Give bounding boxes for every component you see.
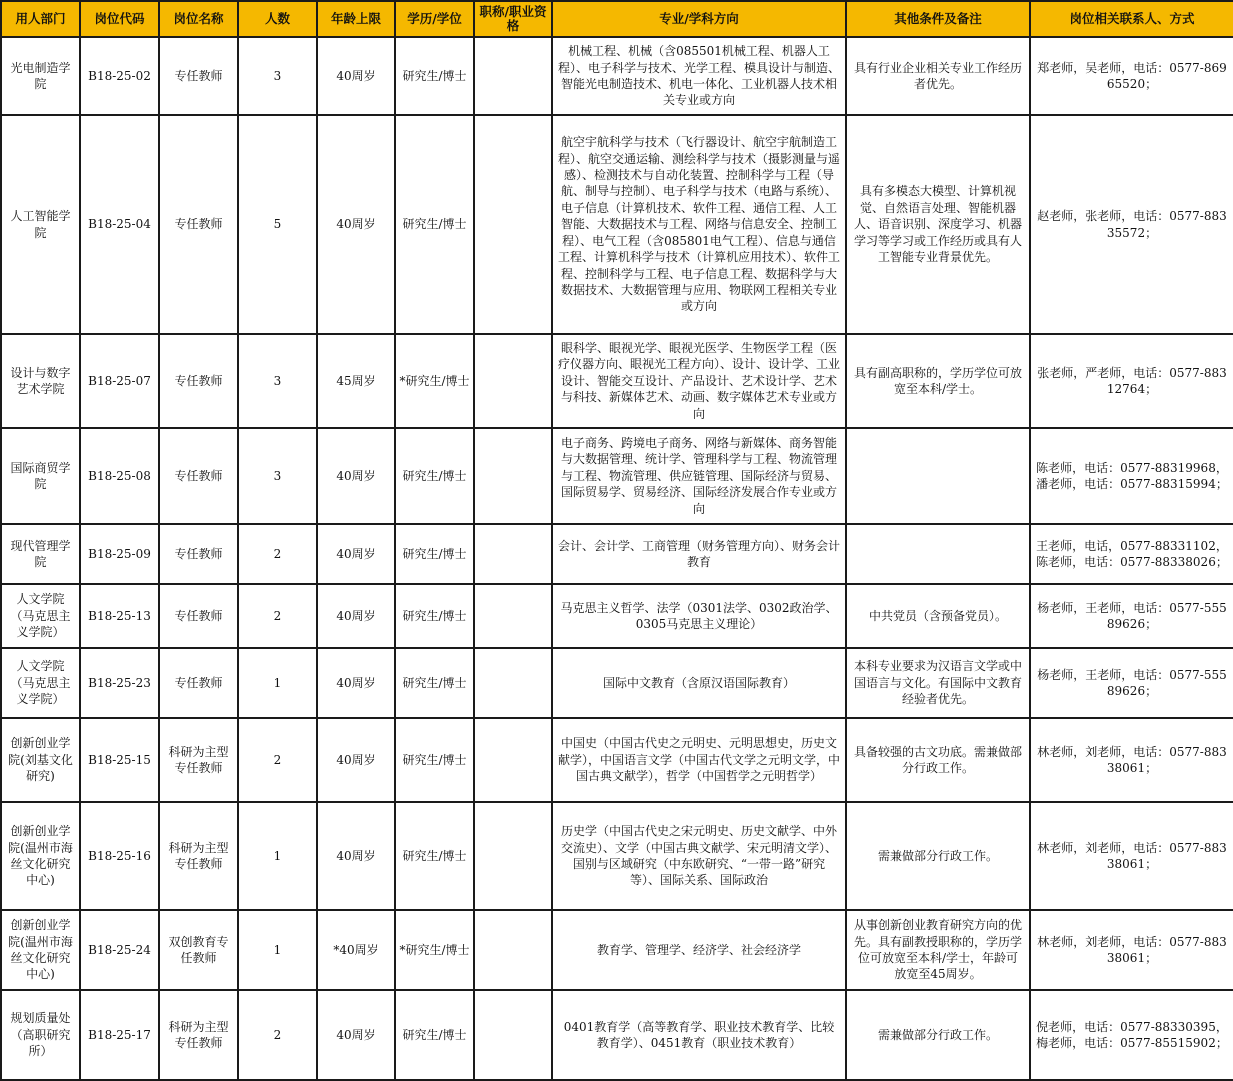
header-position: 岗位名称 <box>159 1 238 37</box>
cell-code: B18-25-15 <box>80 718 159 802</box>
table-row <box>1 718 1233 802</box>
cell-position: 科研为主型专任教师 <box>159 990 238 1080</box>
table-row <box>1 115 1233 334</box>
cell-major: 0401教育学（高等教育学、职业技术教育学、比较教育学）、0451教育（职业技术教育） <box>552 990 846 1080</box>
cell-code: B18-25-24 <box>80 910 159 990</box>
cell-dept: 人文学院（马克思主义学院） <box>1 648 80 718</box>
cell-count: 2 <box>238 524 317 584</box>
cell-age: 40周岁 <box>317 115 395 334</box>
cell-position: 专任教师 <box>159 37 238 115</box>
cell-education: 研究生/博士 <box>395 802 474 910</box>
cell-code: B18-25-16 <box>80 802 159 910</box>
cell-title <box>474 910 552 990</box>
cell-major: 机械工程、机械（含085501机械工程、机器人工程）、电子科学与技术、光学工程、模具设计与制造、智能光电制造技术、机电一体化、工业机器人技术相关专业或方向 <box>552 37 846 115</box>
header-education: 学历/学位 <box>395 1 474 37</box>
table-row <box>1 428 1233 524</box>
cell-title <box>474 718 552 802</box>
table-row <box>1 524 1233 584</box>
cell-contact: 杨老师，王老师，电话：0577-55589626； <box>1030 648 1233 718</box>
cell-dept: 现代管理学院 <box>1 524 80 584</box>
cell-notes: 需兼做部分行政工作。 <box>846 990 1030 1080</box>
cell-count: 5 <box>238 115 317 334</box>
header-notes: 其他条件及备注 <box>846 1 1030 37</box>
cell-position: 专任教师 <box>159 648 238 718</box>
cell-contact: 王老师，电话，0577-88331102，陈老师，电话：0577-88338026； <box>1030 524 1233 584</box>
cell-code: B18-25-04 <box>80 115 159 334</box>
cell-major: 马克思主义哲学、法学（0301法学、0302政治学、0305马克思主义理论） <box>552 584 846 648</box>
cell-education: *研究生/博士 <box>395 334 474 428</box>
header-row <box>1 1 1233 37</box>
cell-contact: 林老师，刘老师，电话：0577-88338061； <box>1030 802 1233 910</box>
cell-age: 40周岁 <box>317 584 395 648</box>
cell-age: 40周岁 <box>317 37 395 115</box>
cell-dept: 创新创业学院(刘基文化研究) <box>1 718 80 802</box>
cell-title <box>474 584 552 648</box>
cell-count: 2 <box>238 990 317 1080</box>
cell-age: 40周岁 <box>317 648 395 718</box>
cell-dept: 光电制造学院 <box>1 37 80 115</box>
cell-major: 教育学、管理学、经济学、社会经济学 <box>552 910 846 990</box>
cell-dept: 人工智能学院 <box>1 115 80 334</box>
cell-title <box>474 648 552 718</box>
cell-code: B18-25-07 <box>80 334 159 428</box>
cell-notes: 从事创新创业教育研究方向的优先。具有副教授职称的，学历学位可放宽至本科/学士，年龄可放宽至45周岁。 <box>846 910 1030 990</box>
cell-code: B18-25-23 <box>80 648 159 718</box>
cell-position: 专任教师 <box>159 524 238 584</box>
cell-contact: 陈老师，电话：0577-88319968，潘老师，电话：0577-88315994； <box>1030 428 1233 524</box>
cell-age: 40周岁 <box>317 428 395 524</box>
table-row <box>1 910 1233 990</box>
cell-education: *研究生/博士 <box>395 910 474 990</box>
cell-contact: 杨老师，王老师，电话：0577-55589626； <box>1030 584 1233 648</box>
cell-code: B18-25-02 <box>80 37 159 115</box>
cell-code: B18-25-09 <box>80 524 159 584</box>
header-age: 年龄上限 <box>317 1 395 37</box>
cell-contact: 张老师，严老师，电话：0577-88312764； <box>1030 334 1233 428</box>
cell-contact: 林老师，刘老师，电话：0577-88338061； <box>1030 718 1233 802</box>
cell-dept: 设计与数字艺术学院 <box>1 334 80 428</box>
cell-major: 历史学（中国古代史之宋元明史、历史文献学、中外交流史）、文学（中国古典文献学、宋元明清文学）、国别与区域研究（中东欧研究、“一带一路”研究等）、国际关系、国际政治 <box>552 802 846 910</box>
cell-notes: 具有行业企业相关专业工作经历者优先。 <box>846 37 1030 115</box>
cell-count: 2 <box>238 718 317 802</box>
cell-education: 研究生/博士 <box>395 37 474 115</box>
cell-title <box>474 428 552 524</box>
cell-major: 中国史（中国古代史之元明史、元明思想史，历史文献学），中国语言文学（中国古代文学之元明文学，中国古典文献学），哲学（中国哲学之元明哲学） <box>552 718 846 802</box>
cell-contact: 郑老师，吴老师，电话：0577-86965520； <box>1030 37 1233 115</box>
cell-contact: 赵老师，张老师，电话：0577-88335572； <box>1030 115 1233 334</box>
cell-age: 40周岁 <box>317 990 395 1080</box>
cell-title <box>474 802 552 910</box>
cell-count: 1 <box>238 910 317 990</box>
cell-major: 国际中文教育（含原汉语国际教育） <box>552 648 846 718</box>
cell-contact: 倪老师，电话：0577-88330395，梅老师，电话：0577-85515902； <box>1030 990 1233 1080</box>
cell-education: 研究生/博士 <box>395 990 474 1080</box>
cell-major: 航空宇航科学与技术（飞行器设计、航空宇航制造工程）、航空交通运输、测绘科学与技术（摄影测量与遥感）、检测技术与自动化装置、控制科学与工程（导航、制导与控制）、电子科学与技术（电路与系统）、电子信息（计算机技术、软件工程、通信工程、人工智能、大数据技术与工程、网络与信息安全、控制工程）、电气工程（含085801电气工程）、信息与通信工程、计算机科学与技术（计算机应用技术）、软件工程、控制科学与工程、电子信息工程、数据科学与大数据技术、大数据管理与应用、物联网工程相关专业或方向 <box>552 115 846 334</box>
cell-count: 3 <box>238 428 317 524</box>
cell-notes <box>846 428 1030 524</box>
cell-major: 眼科学、眼视光学、眼视光医学、生物医学工程（医疗仪器方向、眼视光工程方向）、设计、设计学、工业设计、智能交互设计、产品设计、艺术设计学、艺术与科技、新媒体艺术、动画、数字媒体艺术专业或方向 <box>552 334 846 428</box>
table-row <box>1 334 1233 428</box>
cell-age: *40周岁 <box>317 910 395 990</box>
cell-title <box>474 37 552 115</box>
cell-age: 40周岁 <box>317 718 395 802</box>
cell-code: B18-25-13 <box>80 584 159 648</box>
header-major: 专业/学科方向 <box>552 1 846 37</box>
cell-age: 40周岁 <box>317 524 395 584</box>
header-contact: 岗位相关联系人、方式 <box>1030 1 1233 37</box>
cell-dept: 国际商贸学院 <box>1 428 80 524</box>
cell-title <box>474 524 552 584</box>
cell-age: 45周岁 <box>317 334 395 428</box>
table-row <box>1 802 1233 910</box>
table-row <box>1 37 1233 115</box>
cell-notes: 具备较强的古文功底。需兼做部分行政工作。 <box>846 718 1030 802</box>
cell-dept: 创新创业学院(温州市海丝文化研究中心) <box>1 910 80 990</box>
cell-dept: 人文学院（马克思主义学院） <box>1 584 80 648</box>
cell-count: 3 <box>238 37 317 115</box>
cell-count: 1 <box>238 802 317 910</box>
cell-contact: 林老师，刘老师，电话：0577-88338061； <box>1030 910 1233 990</box>
cell-position: 专任教师 <box>159 584 238 648</box>
cell-position: 专任教师 <box>159 428 238 524</box>
table-row <box>1 990 1233 1080</box>
cell-position: 专任教师 <box>159 334 238 428</box>
cell-position: 专任教师 <box>159 115 238 334</box>
cell-education: 研究生/博士 <box>395 115 474 334</box>
header-title: 职称/职业资格 <box>474 1 552 37</box>
cell-dept: 规划质量处（高职研究所） <box>1 990 80 1080</box>
header-dept: 用人部门 <box>1 1 80 37</box>
cell-education: 研究生/博士 <box>395 428 474 524</box>
cell-count: 3 <box>238 334 317 428</box>
cell-major: 电子商务、跨境电子商务、网络与新媒体、商务智能与大数据管理、统计学、管理科学与工程、物流管理与工程、物流管理、供应链管理、国际经济与贸易、国际贸易学、贸易经济、国际经济发展合作专业或方向 <box>552 428 846 524</box>
cell-count: 2 <box>238 584 317 648</box>
cell-code: B18-25-08 <box>80 428 159 524</box>
cell-notes: 需兼做部分行政工作。 <box>846 802 1030 910</box>
cell-notes: 中共党员（含预备党员）。 <box>846 584 1030 648</box>
cell-education: 研究生/博士 <box>395 718 474 802</box>
cell-position: 科研为主型专任教师 <box>159 718 238 802</box>
table-row <box>1 584 1233 648</box>
table-row <box>1 648 1233 718</box>
cell-age: 40周岁 <box>317 802 395 910</box>
cell-notes: 本科专业要求为汉语言文学或中国语言与文化。有国际中文教育经验者优先。 <box>846 648 1030 718</box>
header-code: 岗位代码 <box>80 1 159 37</box>
cell-major: 会计、会计学、工商管理（财务管理方向）、财务会计教育 <box>552 524 846 584</box>
cell-position: 科研为主型专任教师 <box>159 802 238 910</box>
cell-title <box>474 334 552 428</box>
cell-education: 研究生/博士 <box>395 648 474 718</box>
cell-count: 1 <box>238 648 317 718</box>
cell-notes <box>846 524 1030 584</box>
cell-title <box>474 990 552 1080</box>
cell-position: 双创教育专任教师 <box>159 910 238 990</box>
cell-title <box>474 115 552 334</box>
cell-dept: 创新创业学院(温州市海丝文化研究中心) <box>1 802 80 910</box>
cell-notes: 具有多模态大模型、计算机视觉、自然语言处理、智能机器人、语音识别、深度学习、机器学习等学习或工作经历或具有人工智能专业背景优先。 <box>846 115 1030 334</box>
cell-education: 研究生/博士 <box>395 524 474 584</box>
cell-education: 研究生/博士 <box>395 584 474 648</box>
cell-notes: 具有副高职称的，学历学位可放宽至本科/学士。 <box>846 334 1030 428</box>
cell-code: B18-25-17 <box>80 990 159 1080</box>
header-count: 人数 <box>238 1 317 37</box>
